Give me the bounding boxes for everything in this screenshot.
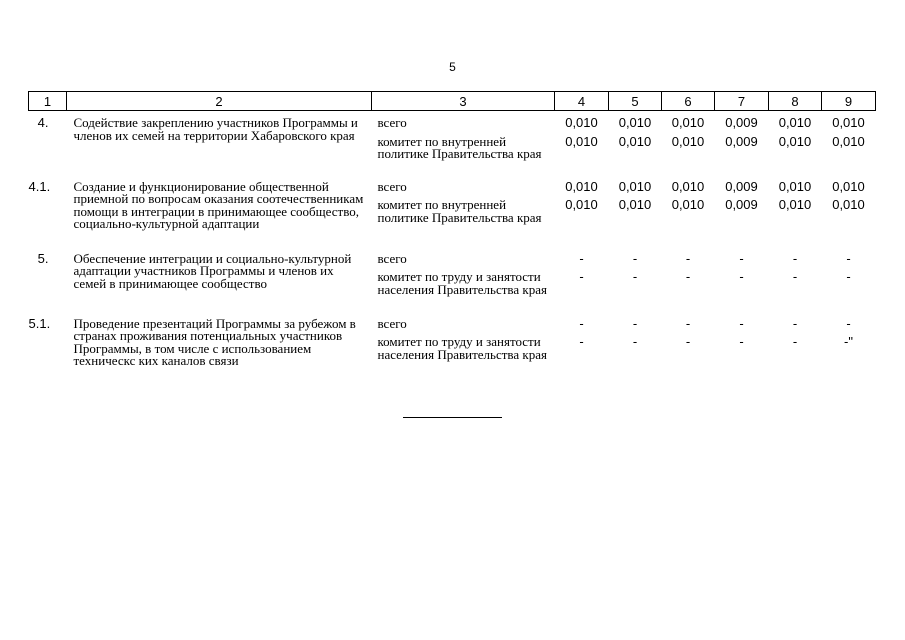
row-number: 5.1.: [28, 315, 51, 331]
total-value: -: [632, 315, 638, 331]
table-row: [29, 111, 876, 175]
value-cell: [555, 111, 609, 175]
exec-value: 0,010: [671, 197, 705, 212]
header-cell: 6: [662, 92, 715, 111]
event-name: Проведение презентаций Программы за рубежом в странах проживания потенциальных участников Программы, в том числе с использованием техническс ких каналов связи: [73, 315, 356, 368]
total-value: 0,010: [671, 115, 705, 130]
exec-value: -: [632, 269, 638, 284]
header-row: [29, 92, 876, 111]
total-value: -: [632, 250, 638, 266]
value-cell: [555, 247, 609, 312]
exec-value: 0,010: [778, 197, 812, 212]
exec-value: -: [846, 269, 851, 284]
exec-value: -: [632, 334, 638, 349]
table-row: [29, 175, 876, 247]
exec-value: 0,010: [832, 197, 865, 212]
header-cell: 5: [609, 92, 662, 111]
total-value: -: [739, 315, 744, 331]
total-value: -: [792, 250, 798, 266]
value-cell: [769, 247, 822, 312]
exec-value: 0,010: [565, 197, 598, 212]
responsible-cell: [372, 175, 555, 247]
exec-value: 0,010: [618, 197, 652, 212]
total-value: 0,010: [565, 178, 598, 194]
value-cell: [822, 247, 876, 312]
value-cell: [662, 175, 715, 247]
resp-executor: комитет по внутренней политике Правительства края: [377, 197, 542, 225]
total-value: -: [792, 315, 798, 331]
value-cell: [609, 247, 662, 312]
header-cell: 7: [715, 92, 769, 111]
total-value: 0,010: [671, 178, 705, 194]
total-value: -: [685, 315, 691, 331]
resp-executor: комитет по внутренней политике Правительства края: [377, 133, 542, 161]
resp-total: всего: [377, 250, 407, 266]
value-cell: [662, 247, 715, 312]
header-cell: 1: [29, 92, 67, 111]
total-value: 0,009: [725, 178, 758, 194]
exec-value: -: [579, 269, 584, 284]
value-cell: [609, 312, 662, 384]
exec-value: 0,009: [725, 197, 758, 212]
table-row: [29, 312, 876, 384]
responsible-cell: [372, 312, 555, 384]
total-value: 0,010: [618, 115, 652, 130]
exec-value: 0,010: [565, 133, 598, 149]
header-cell: 8: [769, 92, 822, 111]
event-name: Создание и функционирование общественной приемной по вопросам оказания соотечественникам помощи в интеграции в принимающее сообщество, социально-культурной адаптации: [73, 178, 364, 231]
responsible-cell: [372, 111, 555, 175]
value-cell: [769, 312, 822, 384]
event-name: Обеспечение интеграции и социально-культурной адаптации участников Программы и членов их семей в принимающее сообщество: [73, 250, 352, 291]
resp-executor: комитет по труду и занятости населения Правительства края: [377, 334, 547, 362]
exec-value: 0,010: [778, 133, 812, 149]
value-cell: [609, 175, 662, 247]
value-cell: [555, 312, 609, 384]
responsible-cell: [372, 247, 555, 312]
value-cell: [822, 175, 876, 247]
value-cell: [662, 111, 715, 175]
value-cell: [715, 111, 769, 175]
total-value: -: [685, 250, 691, 266]
exec-value: 0,009: [725, 133, 758, 149]
exec-value: 0,010: [618, 133, 652, 149]
value-cell: [715, 247, 769, 312]
value-cell: [715, 175, 769, 247]
resp-executor: комитет по труду и занятости населения Правительства края: [377, 269, 547, 297]
total-value: 0,010: [832, 115, 865, 130]
row-number: 4.: [37, 115, 49, 130]
page-number: 5: [449, 60, 456, 74]
total-value: 0,009: [725, 115, 758, 130]
total-value: -: [846, 250, 851, 266]
end-rule: [403, 417, 502, 418]
program-table: [28, 91, 876, 384]
value-cell: [662, 312, 715, 384]
total-value: 0,010: [778, 178, 812, 194]
value-cell: [822, 111, 876, 175]
total-value: -: [579, 250, 584, 266]
exec-value: -: [739, 334, 744, 349]
header-cell: 2: [67, 92, 372, 111]
value-cell: [822, 312, 876, 384]
value-cell: [769, 175, 822, 247]
exec-value: 0,010: [832, 133, 865, 149]
header-cell: 3: [372, 92, 555, 111]
exec-value: 0,010: [671, 133, 705, 149]
header-cell: 4: [555, 92, 609, 111]
exec-value: -": [844, 334, 853, 349]
resp-total: всего: [377, 178, 407, 194]
total-value: 0,010: [565, 115, 598, 130]
total-value: 0,010: [832, 178, 865, 194]
total-value: -: [846, 315, 851, 331]
table-row: [29, 247, 876, 312]
total-value: 0,010: [778, 115, 812, 130]
header-cell: 9: [822, 92, 876, 111]
resp-total: всего: [377, 315, 407, 331]
value-cell: [769, 111, 822, 175]
total-value: -: [739, 250, 744, 266]
value-cell: [715, 312, 769, 384]
exec-value: -: [685, 269, 691, 284]
resp-total: всего: [377, 115, 407, 130]
event-name: Содействие закреплению участников Программы и членов их семей на территории Хабаровского края: [73, 115, 358, 143]
row-number: 5.: [37, 250, 49, 266]
value-cell: [609, 111, 662, 175]
row-number: 4.1.: [28, 178, 51, 194]
exec-value: -: [685, 334, 691, 349]
value-cell: [555, 175, 609, 247]
exec-value: -: [739, 269, 744, 284]
exec-value: -: [792, 334, 798, 349]
total-value: -: [579, 315, 584, 331]
exec-value: -: [579, 334, 584, 349]
exec-value: -: [792, 269, 798, 284]
total-value: 0,010: [618, 178, 652, 194]
